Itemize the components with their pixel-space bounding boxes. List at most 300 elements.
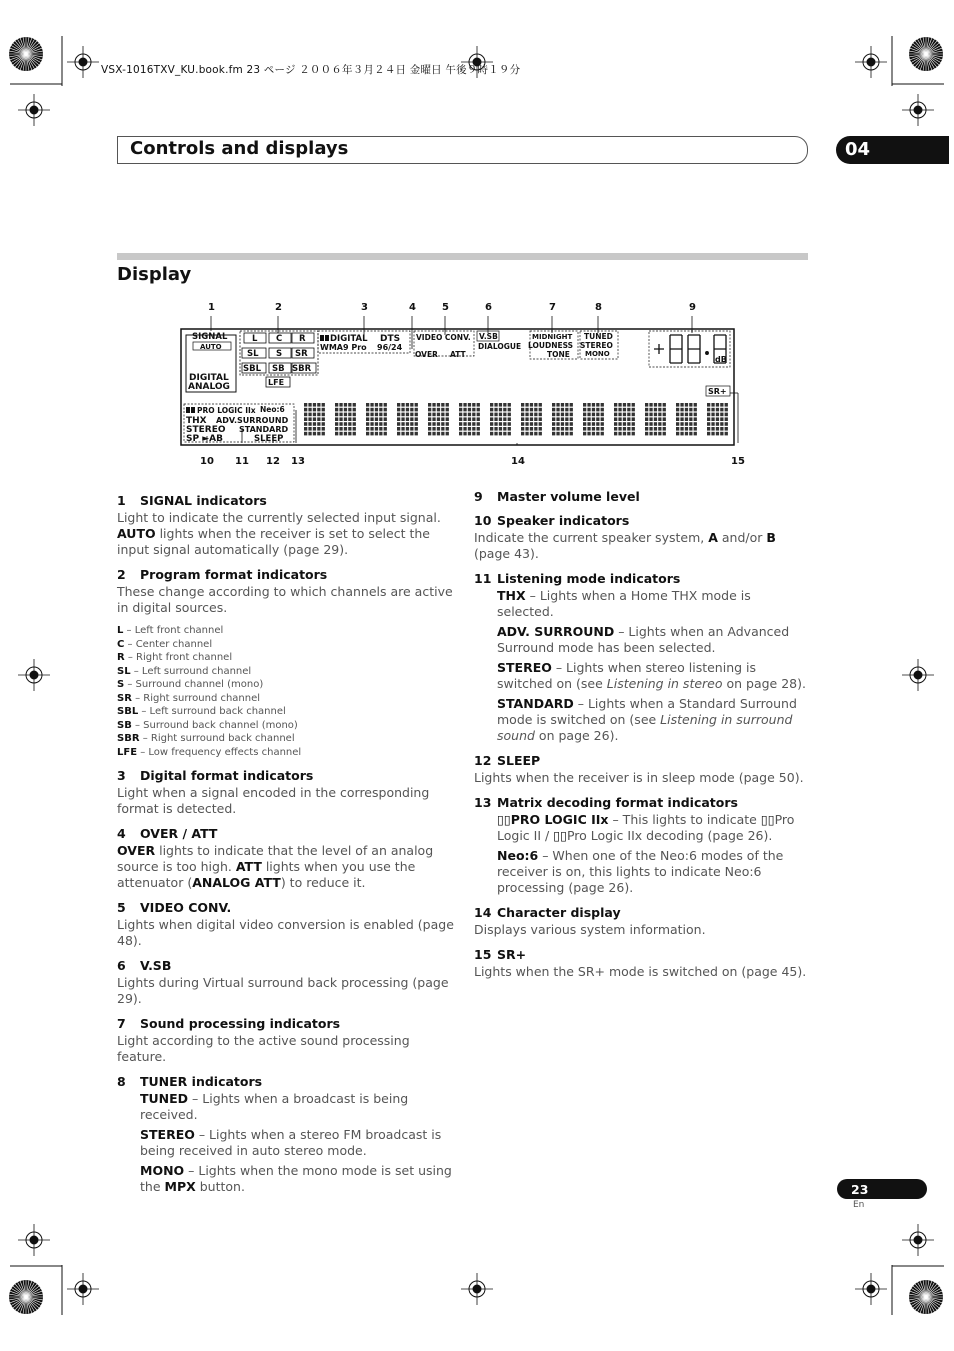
item-9-number: 9: [474, 489, 483, 504]
channel-description: – Right surround back channel: [139, 733, 295, 744]
callout-4: 4: [409, 302, 416, 313]
matrix-dot: [716, 432, 719, 436]
matrix-dot: [707, 432, 710, 436]
matrix-dot: [663, 432, 666, 436]
matrix-dot: [716, 408, 719, 412]
lcd-neo6: Neo:6: [260, 405, 285, 414]
item-11-t2: – Lights when an Advanced Surround mode has been selected.: [497, 624, 790, 655]
matrix-dot: [304, 417, 307, 421]
item-1-heading: [117, 493, 457, 509]
matrix-dot: [490, 403, 493, 407]
matrix-dot: [370, 408, 373, 412]
item-11-t3b: on page 28).: [722, 676, 806, 691]
matrix-dot: [463, 408, 466, 412]
matrix-dot: [353, 413, 356, 417]
lcd-att: ATT: [450, 350, 466, 359]
channel-code: SB: [117, 719, 132, 731]
item-11-t3: – Lights when stereo listening is switched on (see: [497, 660, 757, 691]
matrix-dot: [441, 408, 444, 412]
item-8-t3: – Lights when the mono mode is set using the: [140, 1163, 452, 1194]
matrix-dot: [676, 427, 679, 431]
lcd-adv-surround: ADV.SURROUND: [216, 416, 289, 425]
matrix-dot: [344, 417, 347, 421]
item-3-number: 3: [117, 768, 126, 783]
matrix-dot: [534, 413, 537, 417]
item-1-text1: Light to indicate the currently selected input signal.: [117, 510, 441, 525]
lcd-ch-l: L: [252, 334, 258, 344]
matrix-dot: [415, 417, 418, 421]
matrix-dot: [658, 427, 661, 431]
matrix-dot: [446, 422, 449, 426]
matrix-dot: [441, 427, 444, 431]
matrix-dot: [503, 417, 506, 421]
matrix-dot: [494, 432, 497, 436]
matrix-dot: [366, 403, 369, 407]
matrix-dot: [375, 427, 378, 431]
item-11-b4: STANDARD: [497, 696, 574, 711]
matrix-dot: [317, 427, 320, 431]
matrix-dot: [689, 403, 692, 407]
channel-list-item: [117, 678, 457, 692]
matrix-dot: [503, 427, 506, 431]
matrix-dot: [335, 427, 338, 431]
channel-list-item: [117, 705, 457, 719]
matrix-dot: [477, 427, 480, 431]
item-14-number: 14: [474, 905, 492, 920]
matrix-dot: [720, 417, 723, 421]
item-10-t3: (page 43).: [474, 546, 539, 561]
matrix-dot: [676, 422, 679, 426]
lcd-ch-sb: SB: [272, 364, 285, 374]
matrix-dot: [649, 432, 652, 436]
matrix-dot: [707, 413, 710, 417]
matrix-dot: [397, 422, 400, 426]
matrix-dot: [623, 403, 626, 407]
display-diagram: [180, 313, 740, 455]
matrix-dot: [627, 408, 630, 412]
matrix-dot: [437, 422, 440, 426]
callout-6: 6: [485, 302, 492, 313]
matrix-dot: [525, 427, 528, 431]
matrix-dot: [468, 403, 471, 407]
channel-description: – Left surround channel: [130, 665, 252, 677]
matrix-dot: [601, 413, 604, 417]
matrix-dot: [601, 432, 604, 436]
item-6-number: 6: [117, 958, 126, 973]
matrix-dot: [379, 413, 382, 417]
matrix-dot: [565, 413, 568, 417]
matrix-dot: [565, 427, 568, 431]
registration-rosette: [9, 1280, 43, 1314]
matrix-dot: [401, 422, 404, 426]
matrix-dot: [565, 403, 568, 407]
matrix-dot: [348, 408, 351, 412]
matrix-dot: [437, 413, 440, 417]
matrix-dot: [494, 422, 497, 426]
matrix-dot: [410, 432, 413, 436]
matrix-dot: [490, 417, 493, 421]
matrix-dot: [322, 408, 325, 412]
matrix-dot: [565, 417, 568, 421]
matrix-dot: [401, 413, 404, 417]
matrix-dot: [490, 413, 493, 417]
item-11-standard: [474, 696, 810, 744]
matrix-dot: [344, 427, 347, 431]
matrix-dot: [645, 427, 648, 431]
matrix-dot: [601, 417, 604, 421]
matrix-dot: [317, 413, 320, 417]
matrix-dot: [499, 408, 502, 412]
item-13-heading: [474, 795, 810, 811]
callout-7: 7: [549, 302, 556, 313]
matrix-dot: [415, 432, 418, 436]
chapter-number: 04: [845, 139, 871, 160]
lcd-tuned: TUNED: [584, 332, 613, 341]
matrix-dot: [370, 422, 373, 426]
matrix-dot: [711, 432, 714, 436]
matrix-dot: [618, 403, 621, 407]
registration-rosette: [9, 37, 43, 71]
matrix-dot: [694, 422, 697, 426]
matrix-dot: [596, 403, 599, 407]
lcd-ch-c: C: [276, 334, 283, 344]
matrix-dot: [499, 417, 502, 421]
matrix-dot: [335, 408, 338, 412]
matrix-dot: [618, 432, 621, 436]
channel-description: – Surround back channel (mono): [131, 719, 298, 731]
matrix-dot: [716, 413, 719, 417]
matrix-dot: [632, 432, 635, 436]
channel-code: LFE: [117, 746, 138, 758]
channel-description: – Left surround back channel: [138, 706, 286, 717]
crosshair-target: [902, 1224, 934, 1256]
matrix-dot: [596, 427, 599, 431]
matrix-dot: [468, 408, 471, 412]
matrix-dot: [459, 403, 462, 407]
matrix-dot: [472, 408, 475, 412]
matrix-dot: [711, 408, 714, 412]
matrix-dot: [570, 427, 573, 431]
item-4-number: 4: [117, 826, 126, 841]
lcd-midnight: MIDNIGHT: [532, 333, 573, 341]
matrix-dot: [645, 417, 648, 421]
matrix-dot: [384, 408, 387, 412]
channel-description: – Left front channel: [123, 625, 224, 636]
item-10-number: 10: [474, 513, 492, 528]
matrix-dot: [618, 422, 621, 426]
matrix-dot: [530, 422, 533, 426]
lcd-tone: TONE: [547, 350, 570, 359]
item-8-b1: TUNED: [140, 1091, 189, 1106]
matrix-dot: [437, 408, 440, 412]
matrix-dot: [614, 403, 617, 407]
matrix-dot: [477, 422, 480, 426]
matrix-dot: [441, 413, 444, 417]
matrix-dot: [689, 422, 692, 426]
matrix-dot: [601, 427, 604, 431]
lcd-video-conv: VIDEO CONV.: [416, 333, 471, 342]
matrix-dot: [499, 422, 502, 426]
matrix-dot: [711, 403, 714, 407]
callout-12: 12: [266, 456, 280, 467]
matrix-dot: [437, 432, 440, 436]
page-number-badge: [837, 1179, 927, 1199]
matrix-dot: [375, 413, 378, 417]
matrix-dot: [716, 427, 719, 431]
matrix-dot: [680, 417, 683, 421]
matrix-dot: [583, 427, 586, 431]
matrix-dot: [614, 427, 617, 431]
crosshair-target: [67, 46, 99, 78]
matrix-dot: [539, 413, 542, 417]
matrix-dot: [503, 422, 506, 426]
matrix-dot: [534, 432, 537, 436]
lcd-loudness: LOUDNESS: [528, 341, 574, 350]
matrix-dot: [446, 427, 449, 431]
matrix-dot: [565, 422, 568, 426]
dolby-logo-icon: ▯▯: [760, 812, 775, 827]
matrix-dot: [428, 403, 431, 407]
matrix-dot: [614, 432, 617, 436]
matrix-dot: [694, 417, 697, 421]
matrix-dot: [397, 427, 400, 431]
matrix-dot: [556, 432, 559, 436]
matrix-dot: [552, 417, 555, 421]
item-13-t1c: Pro Logic IIx decoding (page 26).: [566, 828, 773, 843]
matrix-dot: [627, 432, 630, 436]
item-5-heading: [117, 900, 457, 916]
matrix-dot: [720, 408, 723, 412]
matrix-dot: [366, 408, 369, 412]
item-8-t2: – Lights when a stereo FM broadcast is being received in auto stereo mode.: [140, 1127, 442, 1158]
item-6-heading: [117, 958, 457, 974]
matrix-dot: [503, 432, 506, 436]
crosshair-target: [18, 659, 50, 691]
matrix-dot: [583, 432, 586, 436]
matrix-dot: [428, 432, 431, 436]
item-10-b1: A: [708, 530, 718, 545]
matrix-dot: [499, 432, 502, 436]
matrix-dot: [406, 408, 409, 412]
item-6-title: V.SB: [140, 958, 172, 973]
item-8-stereo: [117, 1127, 457, 1159]
matrix-dot: [401, 417, 404, 421]
lcd-ch-sbl: SBL: [243, 364, 262, 374]
item-12-heading: [474, 753, 810, 769]
matrix-dot: [375, 408, 378, 412]
matrix-dot: [689, 417, 692, 421]
matrix-dot: [587, 427, 590, 431]
matrix-dot: [348, 422, 351, 426]
channel-list-item: [117, 719, 457, 733]
item-13-t1b: Pro Logic II /: [497, 812, 795, 843]
item-11-t4b: on page 26).: [534, 728, 619, 743]
matrix-dot: [649, 427, 652, 431]
matrix-dot: [335, 432, 338, 436]
matrix-dot: [468, 413, 471, 417]
matrix-dot: [410, 403, 413, 407]
item-11-number: 11: [474, 571, 492, 586]
matrix-dot: [344, 432, 347, 436]
callout-13: 13: [291, 456, 305, 467]
channel-description: – Right front channel: [124, 652, 233, 663]
matrix-dot: [658, 422, 661, 426]
matrix-dot: [618, 417, 621, 421]
matrix-dot: [530, 417, 533, 421]
lcd-over: OVER: [415, 350, 438, 359]
matrix-dot: [587, 422, 590, 426]
lcd-mono: MONO: [585, 350, 610, 358]
matrix-dot: [552, 422, 555, 426]
matrix-dot: [587, 432, 590, 436]
item-3-text: Light when a signal encoded in the corresponding format is detected.: [117, 785, 430, 816]
channel-code: L: [117, 625, 124, 636]
matrix-dot: [627, 417, 630, 421]
lcd-dialogue: DIALOGUE: [478, 342, 522, 351]
matrix-dot: [632, 417, 635, 421]
item-11-e3: Listening in stereo: [606, 676, 723, 691]
matrix-dot: [583, 422, 586, 426]
crosshair-target: [18, 1224, 50, 1256]
matrix-dot: [472, 432, 475, 436]
item-4-b2: ATT: [235, 859, 262, 874]
matrix-dot: [632, 408, 635, 412]
matrix-dot: [308, 408, 311, 412]
matrix-dot: [353, 417, 356, 421]
item-13-b1: PRO LOGIC IIx: [510, 812, 609, 827]
matrix-dot: [432, 417, 435, 421]
matrix-dot: [415, 408, 418, 412]
matrix-dot: [317, 417, 320, 421]
matrix-dot: [446, 408, 449, 412]
item-5-text: Lights when digital video conversion is enabled (page 48).: [117, 917, 454, 948]
matrix-dot: [313, 408, 316, 412]
dolby-logo-icon: ▯▯: [497, 812, 511, 827]
matrix-dot: [645, 403, 648, 407]
matrix-dot: [353, 403, 356, 407]
matrix-dot: [415, 427, 418, 431]
matrix-dot: [490, 422, 493, 426]
matrix-dot: [592, 403, 595, 407]
matrix-dot: [663, 427, 666, 431]
matrix-dot: [649, 408, 652, 412]
matrix-dot: [494, 413, 497, 417]
matrix-dot: [317, 432, 320, 436]
page-number: 23: [851, 1182, 869, 1197]
matrix-dot: [601, 422, 604, 426]
matrix-dot: [472, 403, 475, 407]
matrix-dot: [459, 422, 462, 426]
matrix-dot: [397, 432, 400, 436]
matrix-dot: [539, 403, 542, 407]
matrix-dot: [556, 417, 559, 421]
matrix-dot: [685, 432, 688, 436]
matrix-dot: [645, 432, 648, 436]
channel-description: – Right surround channel: [131, 692, 261, 704]
matrix-dot: [463, 422, 466, 426]
channel-description: – Center channel: [124, 638, 213, 650]
matrix-dot: [556, 427, 559, 431]
seven-segment-digit: [670, 335, 682, 363]
matrix-dot: [552, 408, 555, 412]
item-13-t1: – This lights to indicate: [608, 812, 761, 827]
item-6-text: Lights during Virtual surround back processing (page 29).: [117, 975, 449, 1006]
item-11-e4: Listening in surround sound: [497, 712, 793, 743]
item-8-number: 8: [117, 1074, 126, 1089]
item-4-t3: ) to reduce it.: [280, 875, 366, 890]
matrix-dot: [583, 413, 586, 417]
matrix-dot: [685, 413, 688, 417]
item-15-heading: [474, 947, 810, 963]
matrix-dot: [570, 417, 573, 421]
matrix-dot: [725, 403, 728, 407]
matrix-dot: [339, 422, 342, 426]
item-15-text: Lights when the SR+ mode is switched on (page 45).: [474, 964, 807, 979]
matrix-dot: [375, 403, 378, 407]
item-4-title: OVER / ATT: [140, 826, 218, 841]
matrix-dot: [685, 403, 688, 407]
page-language: En: [853, 1200, 865, 1210]
minus-sign: [654, 344, 664, 354]
item-14-heading: [474, 905, 810, 921]
channel-list-item: [117, 732, 457, 746]
item-8-t4: button.: [195, 1179, 245, 1194]
matrix-dot: [437, 427, 440, 431]
lcd-speaker-ab: SP ►AB: [186, 434, 223, 444]
item-13-neo6: [474, 848, 810, 896]
matrix-dot: [632, 413, 635, 417]
matrix-dot: [649, 413, 652, 417]
matrix-dot: [459, 413, 462, 417]
matrix-dot: [592, 427, 595, 431]
matrix-dot: [623, 408, 626, 412]
lcd-ch-sr: SR: [295, 349, 308, 359]
matrix-dot: [344, 422, 347, 426]
matrix-dot: [384, 403, 387, 407]
callout-15: 15: [731, 456, 745, 467]
matrix-dot: [556, 408, 559, 412]
matrix-dot: [508, 403, 511, 407]
matrix-dot: [459, 432, 462, 436]
item-10-title: Speaker indicators: [497, 513, 630, 528]
matrix-dot: [348, 413, 351, 417]
matrix-dot: [707, 403, 710, 407]
matrix-dot: [344, 403, 347, 407]
matrix-dot: [645, 422, 648, 426]
matrix-dot: [570, 422, 573, 426]
matrix-dot: [561, 413, 564, 417]
matrix-dot: [322, 427, 325, 431]
lcd-pro-logic: PRO LOGIC IIx: [197, 406, 256, 415]
matrix-dot: [592, 422, 595, 426]
item-2-text: These change according to which channels are active in digital sources.: [117, 584, 453, 615]
channel-list-item: [117, 638, 457, 652]
lcd-signal: SIGNAL: [192, 332, 228, 342]
matrix-dot: [384, 422, 387, 426]
item-11-heading: [474, 571, 810, 587]
section-rule: [117, 253, 808, 260]
item-13-prologic: [474, 812, 810, 844]
matrix-dot: [663, 408, 666, 412]
matrix-dot: [432, 422, 435, 426]
matrix-dot: [335, 403, 338, 407]
matrix-dot: [406, 403, 409, 407]
matrix-dot: [490, 408, 493, 412]
item-7-heading: [117, 1016, 457, 1032]
item-13-t2: – When one of the Neo:6 modes of the receiver is on, this lights to indicate Neo:6 processing (page 26).: [497, 848, 784, 895]
matrix-dot: [618, 427, 621, 431]
matrix-dot: [415, 403, 418, 407]
